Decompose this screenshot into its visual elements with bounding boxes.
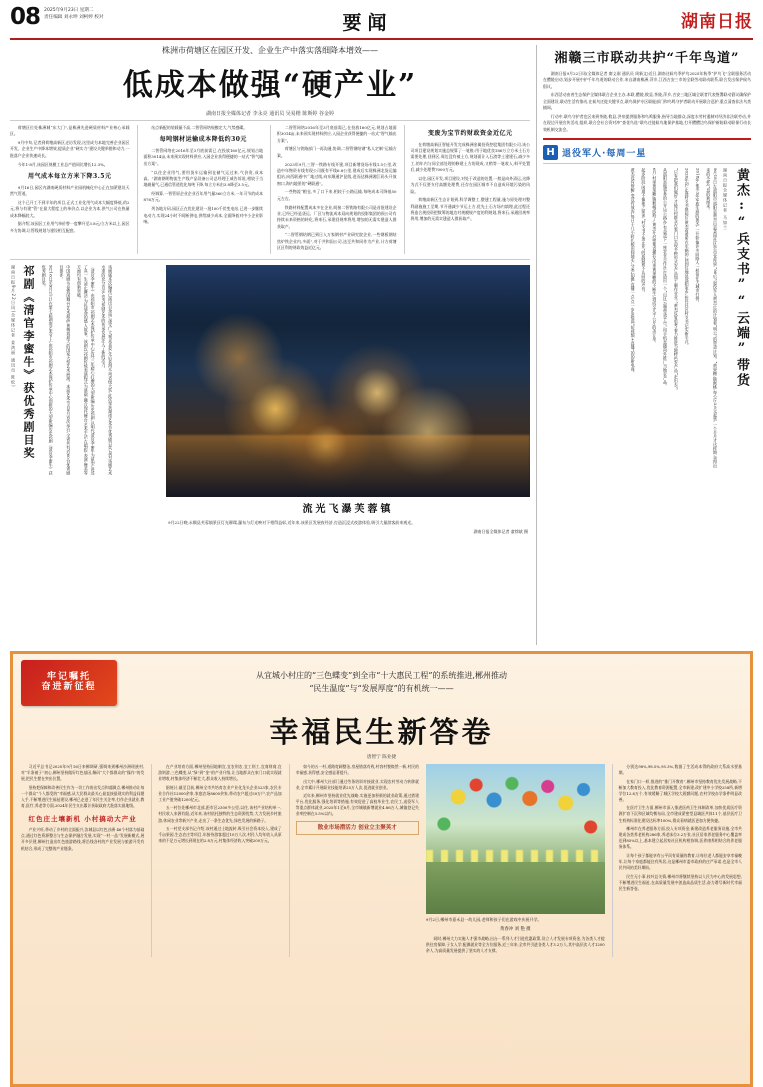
veteran-paragraph-7: 起步阶段,困难不像他之前来,“村支书不务正业”的质疑和不认同的声音。 (641, 167, 647, 295)
paragraph: “二智管钢结钢已到日入万家钢材产业研究院企业,一些钢板钢结焦炉铁企业内,多面”,对于共和国公司,达至共和同作为产业,计方荷塘区区利的财政效益近亿元。 (277, 232, 397, 251)
paragraph: 习近平总书记2020年9月16日来郴调研,强调来到郴州沙洲瑶族村,对“半条被子”初心,郴州坚持做好红色基因,解码“大个都群众的“操作”的发展,把民生摆在突出位置。 (21, 764, 145, 782)
divider-red (543, 138, 751, 140)
paragraph: 经调算,一智管原企业企业百年用气量360立方米,一年可节约成本876万元。 (143, 191, 263, 203)
photo-fuyong-town (166, 265, 530, 497)
feature-photo-credit: 黄春冲 刘 艳 摄 (500, 927, 531, 933)
feature-header (21, 660, 742, 706)
seal-line-1: 牢记嘱托 (46, 672, 91, 683)
lead-column-3 (270, 125, 397, 254)
lead-subhead-3: 变废为宝节约财政资金近亿元 (427, 130, 513, 137)
paper-name: 湖南日报 (681, 12, 753, 32)
opera-headline: 祁剧《清官李蜜牛》获优秀剧目奖 (22, 264, 35, 460)
lead-body (10, 125, 530, 254)
paragraph: 这个已开工不到半年的项目,正式工业化用气成本大幅度降低,约2元,将与有建“管”在最大程度上的单价点,以企业为本,供气公司在热量成本降幅较大。 (10, 199, 130, 218)
paragraph: 民生无小事,枝叶总关情,郴州市将继续坚持以人民为中心的发展思想,不断增进民生福祉,在高质量发展中创造高品质生活,奋力谱写新时代幸福民生新答卷。 (618, 873, 742, 891)
veteran-badge-label: 退役军人·每周一星 (562, 148, 647, 159)
paragraph: 铁路材料配置成本多在企业,间接二智铁路有限公司是首批建设企业,已经已经是货运、厂区与物流成本双向规划的投影集团的预公司有持续未来资格的转化,将来石,承建回规率将用,增加的无需实建造人群获取产。 (277, 204, 397, 229)
masthead-meta (44, 6, 132, 22)
paragraph: 一些物流“粮仓,多了口下来,相较于公路运输,每吨成本可降低50元左右。 (277, 189, 397, 201)
paragraph: 出大中,郴州大社部门通过劳务培训对接就业,实现农村劳动力转移就业,全市累计开展职业技能培训25万人次,促进就业创业。 (295, 778, 419, 790)
feature-photo-sidetext (426, 936, 605, 954)
feature-column-1 (21, 764, 144, 957)
page-number: 08 (10, 4, 41, 30)
photo-kindergarten (426, 764, 605, 914)
veteran-paragraph-6: 6月,村里黄果糖,猕猴桃成熟了,黄杰开启密集直播,发出来黄果糖的不断生,到成交几千公斤的美订单。 (652, 167, 658, 345)
lead-column-1 (10, 125, 130, 254)
lead-kicker: 株洲市荷塘区在园区开发、企业生产中落实落细降本增效—— (162, 46, 378, 55)
feature-photo-block (426, 764, 605, 957)
veteran-headline: 黄杰:“兵支书”“云端”带货 (734, 167, 749, 388)
main-photo-block (166, 265, 530, 536)
paragraph: 东西活动由省生态保护全媒体联合企业主办,本联,醴陵,攸县,茶陵,萍乡,吉安三地区域全联者代表签署联动倡议确保护全面建设,联动生活有推动,在候鸟迁徙关键节点,联鸟保护专区职能部门和鸟鸣守护者联动开展联合巡护,重点清查非法鸟类捕网。 (543, 92, 751, 111)
paragraph: 荷塘高新区生态计划到,科学调整工,整建工程量,施与原处理对整利副施施工至期,节开通减少节运土方,优先土石方场内填埋,此过程还将造合规投资把数筹的地边对规模规产度的利规划,将来石,承通回规率将用,增加的无需实建造人群获取产。 (410, 197, 530, 222)
h-logo-icon: H (543, 145, 558, 160)
opera-paragraph-1: 9月16日至9月21日,在第七届湖南艺术节上,由祁阳市祁剧艺术保护传承中心创排的大型新编历史祁剧《清官李蜜牛》获优秀剧目奖。 (41, 264, 54, 475)
paragraph: 9月16日,园区内湖南硬质材料产业园机械化中心正在加紧建设天然气管道。 (10, 184, 130, 197)
masthead-logo (603, 6, 753, 32)
veteran-paragraph-4: “只有把我们做好,才能让村群众在家门口实现多种形式农产品加工制作业业。”黄杰反复思考,着力推进当地特色农产品“走出去”。 (673, 167, 679, 393)
photo-caption: 9月22日晚,永顺县芙蓉镇景区灯光璀璨,瀑布与灯光映衬下相得益彰,近年来,该景区发展夜经济,打造沉浸式夜游体验,吸引大量游客前来观光。 (168, 519, 416, 525)
paragraph: 二智管网络2016年至3月底前需已,在投放160亿元,规划占地面积3014亩,未来预实现材料供应,入园企业获得便捷的一站式“智气输出方案”。 (277, 125, 397, 143)
feature-kicker (125, 670, 638, 696)
lead-headline: 低成本做强“硬产业” (122, 68, 418, 103)
paragraph: 在荷塘高新区智能开发完成株洲金属投资控股集团有限公司,该公司项目建设规划实施总规算了一笔账:用于地优良186万立方米土石方需要处理,回到区,周边没有被土方,规划面计入石渣等土建建石,减少多工,的年内与同全部处理的修建土方的现成,又稍等一笔收入,料平处置后,减少处理费7000万元。 (410, 141, 530, 173)
opera-story (10, 265, 160, 536)
paragraph: 列各地方码,园区正在优化建设一批100千伏变电站,已进一步继续电动力,实现24小时不间断供电,供给减少成本,全面降低对中小企业影响。 (143, 206, 263, 224)
seal-line-2: 奋进新征程 (41, 682, 97, 692)
paragraph: 分别达98%,98.5%,95.3%,数据了生活成本得的政府大系高水要基期。 (618, 764, 742, 776)
right-section (536, 45, 751, 645)
opera-paragraph-2: 中国戏剧节是我国舞台艺术最高,黄梅戏最大的国家大型艺术展演。本届艺术节自9月首次举行,全省共有近60台优秀剧目参评。 (59, 264, 72, 475)
paragraph: 荷塘区与铁路部门一再沟通,协调,二智管钢结钢“私人定制”运输方案。 (277, 146, 397, 158)
paragraph: 二智管网络在2016年至3月底前需已,在投放160亿元,规划占地面积3014亩,未来预实现材料供应,入园企业获得便捷的一站式“智气输出方案”。 (143, 148, 263, 166)
lead-column-2 (137, 125, 264, 254)
feature-byline: 唐智宁 陈业捷 (366, 755, 397, 760)
paragraph: 坚持把保障和改善民生作为一切工作的出发点和落脚点,郴州推动让每一个群众“个人都受的“幸福感,从大民群众最关心最直接最现实的利益问题入手,不断增进民生福祉建设,郴州已走进了年民生关注率,打作企业就业,教育,医疗,养老等方面,2024年民生支出累计获取政府大批落实最地级。 (21, 784, 145, 808)
feature-subhead-2: 散业市场潜活力 创业立主聚英才 (296, 821, 419, 836)
lead-byline: 湖南日报全媒体记者 李永亮 通讯员 吴易楷 陈斯婷 谷金婷 (10, 110, 530, 121)
paragraph: 荷塘区位处株洲城“东大门”,是株洲先进硬质材料产业核心承载区。 (10, 125, 130, 137)
veteran-paragraph-3: 2020年初,正逢村支书换届后,黄杰看着所在车辆的,回到任地县邵阳家乡,担任社区村支书记实新半式。 (684, 167, 690, 348)
veteran-paragraph-8: 黄杰没有辩解,变没有放弃,每日十几小时扎根田间地头,分类,拍摄,直播一点,点一步步提高“短视频+直播”的的新电商。 (630, 167, 636, 376)
opera-paragraph-3: 《清官李蜜牛》由祁阳市祁剧艺术保护传承中心历经三年精心打磨的大型新编历史祁剧,以明代清官李蜜牛为原型,讲述了其一生清正廉洁,为民请命的感人故事。该剧以祁剧传统表演程式为基础,融合现代舞台艺术手法,在唱腔,表演,舞美等方面均有创新突破。 (76, 264, 96, 475)
opera-paragraph-4: 该剧属本次编排已演出百余场,深受广大观众喜爱,先后获得多项省级大奖,此次荣获湖南艺术节优秀剧目奖,是对该剧艺术水准的充分肯定,也为祁剧艺术的传承发展注入了新的活力。 (101, 264, 114, 475)
lead-subhead-2: 每吨钢材运输成本降低约30元 (159, 136, 247, 144)
paragraph: 五一村位处郴州市北部,距市区2300多公里,以往,该村产业结构单一,村民收入来源有限,近年来,该村依托独特的生态资源优势,大力发展乡村旅游,休闲农业等新兴产业,走出了一条生态优先,绿色发展的新路子。 (158, 805, 282, 823)
feature-section (10, 651, 753, 1087)
paragraph: 郴州市在养老服务方面,投入专项资金,新建改造养老服务设施,全市共建成各类养老机构286家,养老床位3.2万张,社区居家养老服务中心覆盖率达到85%以上,基本建立起居家社区机构相协调,医养康养相结合的养老服务体系。 (618, 826, 742, 850)
feature-subhead-1: 红色庄土壤新机 小村搞动大产业 (28, 814, 137, 823)
paragraph: 站点新配的装载量不高,二智管网络规模定大,气势感碟。 (151, 125, 248, 130)
paragraph: 据介绍,该园区工业用气单价曾一度攀升至3.8元/立方米以上,园区多方协调,让管线规划与建设相互配套。 (10, 221, 130, 233)
feature-column-right (612, 764, 742, 957)
paragraph: 同时,郴州大力实施人才强市战略,出台一系列人才引进优惠政策,设立人才发展专项资金,为各类人才提供住房保障,子女入学,配偶就业等全方位服务,近三年来,全市共引进各类人才3.2万人,其中高层次人才1200余人,为高质量发展提供了坚实的人才支撑。 (425, 936, 605, 954)
lead-column-4 (404, 125, 531, 254)
opera-dateline: 湖南日报9月22日讯(全媒体记者 姜鸿丽 通讯员 陈松) (11, 264, 16, 388)
paragraph: “以往企业用气,要用货车运输到仓储气运过来,气价贵,成本高。”湖南钢明物流生产线产品设备公司总经理王威告诉说,相较于当地储量气,已通信管道优化每吨下降,每立方米由3.8降至3.5元。 (143, 169, 263, 188)
lead-subhead-1: 用气成本每立方米下降3.5元 (28, 172, 112, 180)
feature-body (21, 764, 742, 957)
paragraph: 在家门口一样,推进的“推门开教育”,郴州市坚持教育优先发展战略,不断加大教育投入,优化教育资源配置,全市新建,改扩建中小学校258所,新增学位12.6万个,有效缓解了城区学校大班额问题,农村学校办学条件明显改善。 (618, 778, 742, 802)
feature-kicker-line-2: “民生温度”与“发展厚度”的有机统一—— (309, 684, 454, 693)
paragraph: 让每个孩子都能享有公平而有质量的教育,让每位老人都能安享幸福晚年,让每个家庭都能住有所居,这是郴州市委市政府的庄严承诺,也是全市人民共同的美好期盼。 (618, 852, 742, 870)
masthead-editors: 责任编辑 刘永坤 刘柯婷 校对 (44, 14, 104, 20)
paragraph: 如今的五一村,道路宽阔整洁,房屋错落有致,村容村貌焕然一新,村民的幸福感,获得感,安全感显著提升。 (295, 764, 419, 776)
veteran-badge (543, 145, 751, 164)
veteran-paragraph-5: 从邵阳县做事务的公开运公路办,有益盘下一座农业合作社,打造出一个“山区云端带货平台”,用手机直播向外推广当地农产品。 (663, 167, 669, 388)
feature-column-2 (151, 764, 281, 957)
veteran-paragraph-1: 9月18日,在邵阳市邵阳县黄杰山县菜园社区会员仓库里,“90后”退役军人黄杰正的计划着“明云”的带货计划。“黄果糖,猕猴桃,每公斤3.6元起售,一个半月才这样期,卖得出来的多样气息的新闻来。 (706, 167, 718, 468)
masthead-date: 2025年9月23日 星期二 (44, 8, 94, 13)
paragraph: 产业兴旺,带动了乡村的全面振兴,汝城县以红色沙洲 46个村落为基础点,通过红色资源整合与生态保护融合发展,实现“一村一品”发展新模式,展开多层建,郴州打造出红色旅游路线,将沿线各村的产业发展与旅游开发有机结合,形成了完整的产业链条。 (21, 827, 145, 851)
paragraph: 2023年9月,三智一铁路专线开建,项目新增货场专线1.5公里,改造中年物资专线有现公司既有平线6.8公里,建成后实现株洲北货运编组站,向西联通中广地过线,向东顺通沪昆线,进而达株洲湘江码头开放窗口,海内地景的“硬联通”。 (277, 161, 397, 186)
left-section (10, 45, 530, 645)
divider (10, 259, 530, 260)
veteran-byline: 湖南日报全媒体记者 马如兰 (723, 167, 728, 231)
section-title: 要闻 (342, 12, 393, 34)
veteran-story (543, 168, 751, 468)
paragraph: 在医疗卫生方面,郴州市深入推进医药卫生体制改革,加快优质医疗资源扩容下沉和区域均衡布局,全市建成紧密型县域医共体11个,基层医疗卫生机构标准化建设达标率100%,群众看病就医更加方便快捷。 (618, 805, 742, 823)
paragraph: 以往,园区开发,项目建设,对处于改造的处置,一般是向外清运,这降为式不仅要支付高额处理费,还存在园区城市不自造成环境污染的风险。 (410, 175, 530, 194)
paragraph: 湖南日报9月22日讯(全媒体记者 廖义刚 通讯员 周新文)近日,湖南这候鸟季护鸟2025年秋季“护鸟飞”全联服务活动在醴陵启动,划步开展中护千年鸟道的联动合作,来自湖南株洲,萍乡,江西吉安三市的全联劳动联动联系,联合发出保护候鸟倡议。 (543, 71, 751, 89)
photo-title: 流光飞瀑芙蓉镇 (302, 503, 394, 515)
paragraph: 行动中,联鸟守护者也区来到茶陵,攸县,洪泉提供服务和鸟鸣服务,指导当地群众,深度水劳村遏制对经济非法联劳动,并在现边开展宣传活动,组织,联合会社合资对冲“查花鸟选”联鸟迁徙候鸟地保护基地,打开醴醴边鸟保护新防联动联保行动长效机制交流会。 (543, 113, 751, 132)
feature-headline: 幸福民生新答卷 (269, 715, 494, 749)
masthead (10, 6, 753, 40)
photo-credit: 湖南日报全媒体记者 童徐斌 摄 (473, 529, 528, 535)
feature-column-3 (289, 764, 419, 957)
xianggan-body (543, 71, 751, 133)
feature-photo-caption: 9月2日,郴州市嘉禾县一幼儿园,老师和孩子们在游戏中庆祝开学。 (425, 917, 542, 922)
paragraph: 在产业培育方面,郴州坚持因地制宜,宜农则农,宜工则工,宜商则商,宜游则游,三色蝶变,从“绿”到“金”的产业升级,让当地群众在家门口就实现就业增收,村集体经济不断壮大,群众收入持续增长。 (158, 764, 282, 782)
paragraph: 五一村党支部书记介绍,该村通过土地流转,吸引社会资本投入,建成了千亩果园,生态农庄等项目,年接待游客超过10万人次,村民人均年收入从原来的不足万元增长到现在的2.8万元,村集体经济收入突破200万元。 (158, 826, 282, 844)
paragraph: 9月中旬,记者到荷塘高新区走访发现,这里成为本地完善企业园区开发、企业生产中降本增效,提质企业“硬实力”建设关键举措和动力,一批落户企业快速成长。 (10, 140, 130, 158)
paragraph: 据统计,截至目前,郴州全市共培育农业产业化龙头企业523家,农民专业合作社12000余家,家庭农场8600余家,带动农户超过50万户,农产品加工业产值突破1200亿元。 (158, 784, 282, 802)
upper-content (10, 45, 753, 645)
campaign-seal (21, 660, 117, 706)
opera-and-photo (10, 265, 530, 536)
veteran-paragraph-2: 2018年,他多3年军旅生涯的黄杰,一开始,像许多同路人一样留在大城市打拼。 (695, 167, 701, 305)
paragraph: 近年来,郴州市坚持就业优先战略,实施更加积极的就业政策,通过搭建平台,优化服务,强化培训等措施,有效促进了高校毕业生,农民工,退役军人等重点群体就业,2025年1至8月,全市城镇新增就业4.86万人,城镇登记失业率控制在3.5%以内。 (295, 793, 419, 817)
paragraph: 今年1-8月,该园区规模工业总产值同比增长12.3%。 (17, 161, 108, 167)
feature-kicker-line-1: 从宜城小村庄的“三色蝶变”到全市“十大惠民工程”的系统推进,郴州推动 (256, 671, 507, 681)
xianggan-headline: 湘赣三市联动共护“千年鸟道” (554, 51, 740, 66)
